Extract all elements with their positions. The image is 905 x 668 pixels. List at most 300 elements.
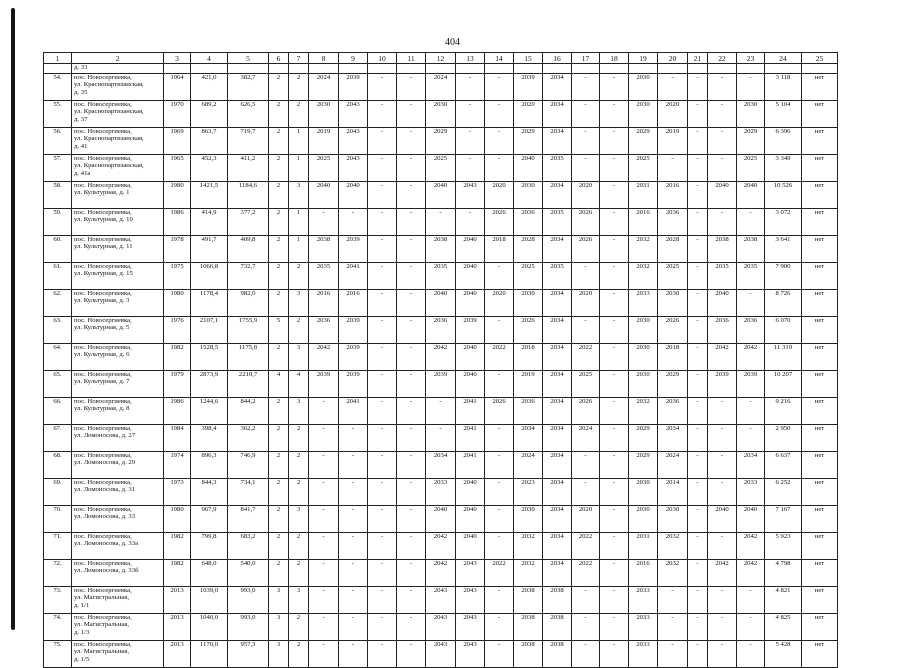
table-cell: 2 bbox=[269, 425, 289, 452]
cell-number: 59. bbox=[44, 209, 72, 236]
cell-number: 72. bbox=[44, 560, 72, 587]
table-cell: 2033 bbox=[629, 641, 658, 668]
table-cell: 1980 bbox=[164, 182, 191, 209]
column-header: 22 bbox=[708, 53, 737, 64]
table-cell: - bbox=[339, 533, 368, 560]
cell-number: 60. bbox=[44, 236, 72, 263]
table-cell: 2029 bbox=[737, 128, 765, 155]
table-cell: 1970 bbox=[164, 101, 191, 128]
address-line: ул. Ломоносова, д. 27 bbox=[74, 432, 136, 440]
table-cell: - bbox=[339, 641, 368, 668]
table-cell: 2026 bbox=[485, 398, 514, 425]
table-cell: 411,2 bbox=[228, 155, 269, 182]
table-cell: нет bbox=[802, 128, 838, 155]
binder-edge bbox=[11, 8, 15, 630]
table-cell: 2030 bbox=[309, 101, 339, 128]
table-cell: - bbox=[600, 290, 629, 317]
address-line: пос. Новосергиевка, bbox=[74, 263, 132, 270]
table-row bbox=[44, 236, 838, 263]
table-cell: - bbox=[688, 560, 708, 587]
table-cell: 6 252 bbox=[765, 479, 802, 506]
table-row bbox=[44, 128, 838, 155]
table-row bbox=[44, 290, 838, 317]
cell-address bbox=[72, 209, 164, 236]
table-cell: 421,0 bbox=[191, 74, 228, 101]
table-cell: 2016 bbox=[629, 209, 658, 236]
table-cell bbox=[658, 64, 688, 74]
table-cell: 2025 bbox=[658, 263, 688, 290]
table-cell: - bbox=[426, 425, 456, 452]
table-cell bbox=[600, 64, 629, 74]
table-cell: 2039 bbox=[339, 74, 368, 101]
table-cell: 2039 bbox=[339, 317, 368, 344]
table-cell: 1980 bbox=[164, 506, 191, 533]
table-cell: 2030 bbox=[629, 344, 658, 371]
table-cell: нет bbox=[802, 101, 838, 128]
address-line: ул. Ломоносова, д. 33 bbox=[74, 513, 136, 521]
table-cell: - bbox=[708, 128, 737, 155]
cell-number: 71. bbox=[44, 533, 72, 560]
table-cell: - bbox=[737, 74, 765, 101]
table-cell: 2041 bbox=[456, 452, 485, 479]
table-row bbox=[44, 155, 838, 182]
table-cell: - bbox=[600, 209, 629, 236]
table-cell: нет bbox=[802, 290, 838, 317]
table-cell: - bbox=[368, 371, 397, 398]
cell-address bbox=[72, 479, 164, 506]
cell-number: 61. bbox=[44, 263, 72, 290]
table-cell: - bbox=[368, 263, 397, 290]
table-cell: - bbox=[368, 344, 397, 371]
table-cell: 2038 bbox=[543, 641, 572, 668]
column-header: 13 bbox=[456, 53, 485, 64]
table-cell: 2019 bbox=[658, 128, 688, 155]
table-cell: 2043 bbox=[426, 641, 456, 668]
table-cell: - bbox=[485, 263, 514, 290]
table-cell: - bbox=[600, 236, 629, 263]
table-cell: - bbox=[572, 155, 600, 182]
table-cell: - bbox=[397, 317, 426, 344]
table-cell: 2039 bbox=[339, 371, 368, 398]
address-line: пос. Новосергиевка, bbox=[74, 155, 132, 162]
table-cell: - bbox=[339, 452, 368, 479]
table-cell: - bbox=[368, 533, 397, 560]
table-cell: - bbox=[456, 209, 485, 236]
table-cell: 1 bbox=[289, 128, 309, 155]
address-line: д. 37 bbox=[74, 115, 88, 123]
address-line: пос. Новосергиевка, bbox=[74, 128, 132, 135]
table-cell: 2042 bbox=[737, 344, 765, 371]
address-line: д. 1/5 bbox=[74, 655, 90, 663]
table-cell: 626,5 bbox=[228, 101, 269, 128]
table-cell: 2025 bbox=[737, 155, 765, 182]
table-cell: 2034 bbox=[543, 182, 572, 209]
table-cell: - bbox=[708, 398, 737, 425]
table-cell: 2040 bbox=[456, 479, 485, 506]
table-cell: 896,3 bbox=[191, 452, 228, 479]
table-row bbox=[44, 641, 838, 668]
table-cell: 2043 bbox=[339, 128, 368, 155]
table-cell: - bbox=[485, 155, 514, 182]
table-cell: 2 bbox=[269, 128, 289, 155]
table-cell: 2036 bbox=[426, 317, 456, 344]
table-cell: 2040 bbox=[737, 182, 765, 209]
table-cell: - bbox=[485, 533, 514, 560]
table-cell: 1976 bbox=[164, 317, 191, 344]
table-cell: - bbox=[572, 317, 600, 344]
table-cell: - bbox=[572, 74, 600, 101]
table-cell: - bbox=[368, 425, 397, 452]
table-cell: 2033 bbox=[426, 479, 456, 506]
table-cell: 3 bbox=[289, 398, 309, 425]
table-cell: - bbox=[688, 128, 708, 155]
table-cell: 2034 bbox=[543, 236, 572, 263]
table-cell: 2038 bbox=[543, 614, 572, 641]
table-cell: - bbox=[397, 587, 426, 614]
table-cell: - bbox=[485, 641, 514, 668]
table-cell: 2034 bbox=[543, 425, 572, 452]
table-cell bbox=[543, 64, 572, 74]
address-line: пос. Новосергиевка, bbox=[74, 479, 132, 486]
cell-number: 70. bbox=[44, 506, 72, 533]
table-cell: - bbox=[737, 398, 765, 425]
column-header: 12 bbox=[426, 53, 456, 64]
table-cell: нет bbox=[802, 398, 838, 425]
table-cell: - bbox=[397, 209, 426, 236]
table-cell: 2034 bbox=[658, 425, 688, 452]
table-cell: 2016 bbox=[658, 182, 688, 209]
table-cell: 2040 bbox=[456, 371, 485, 398]
table-cell: 2 bbox=[289, 101, 309, 128]
table-row bbox=[44, 452, 838, 479]
table-cell: - bbox=[688, 398, 708, 425]
table-row bbox=[44, 317, 838, 344]
table-cell: 540,0 bbox=[228, 560, 269, 587]
table-cell: 2034 bbox=[543, 371, 572, 398]
table-cell: 1980 bbox=[164, 290, 191, 317]
table-cell: 1973 bbox=[164, 479, 191, 506]
table-cell: нет bbox=[802, 587, 838, 614]
address-line: д. 41а bbox=[74, 169, 91, 177]
table-cell: 2039 bbox=[708, 371, 737, 398]
table-cell: 2022 bbox=[572, 560, 600, 587]
table-cell: нет bbox=[802, 614, 838, 641]
table-cell: 2026 bbox=[514, 317, 543, 344]
table-cell: 2039 bbox=[309, 371, 339, 398]
table-cell: - bbox=[309, 209, 339, 236]
table-cell: 3 072 bbox=[765, 209, 802, 236]
table-cell: 2034 bbox=[737, 452, 765, 479]
table-cell: 2032 bbox=[629, 398, 658, 425]
table-cell: 2034 bbox=[543, 101, 572, 128]
cell-address bbox=[72, 371, 164, 398]
table-cell: 2042 bbox=[426, 344, 456, 371]
table-cell: 5 923 bbox=[765, 533, 802, 560]
table-cell: - bbox=[397, 425, 426, 452]
column-header: 1 bbox=[44, 53, 72, 64]
address-line: пос. Новосергиевка, bbox=[74, 533, 132, 540]
table-cell: 2022 bbox=[485, 560, 514, 587]
table-cell: 6 396 bbox=[765, 128, 802, 155]
table-cell: 2 bbox=[269, 506, 289, 533]
table-cell: 4 821 bbox=[765, 587, 802, 614]
cell-number: 57. bbox=[44, 155, 72, 182]
table-cell: 993,0 bbox=[228, 614, 269, 641]
table-cell: нет bbox=[802, 209, 838, 236]
address-line: пос. Новосергиевка, bbox=[74, 506, 132, 513]
table-cell: 409,8 bbox=[228, 236, 269, 263]
table-cell: - bbox=[485, 317, 514, 344]
table-cell: - bbox=[600, 560, 629, 587]
table-cell: - bbox=[485, 587, 514, 614]
table-cell: - bbox=[737, 587, 765, 614]
table-cell: 2041 bbox=[456, 398, 485, 425]
column-header: 3 bbox=[164, 53, 191, 64]
cell-number: 66. bbox=[44, 398, 72, 425]
table-cell: - bbox=[309, 641, 339, 668]
cell-address bbox=[72, 506, 164, 533]
table-cell bbox=[737, 64, 765, 74]
cell-number: 75. bbox=[44, 641, 72, 668]
table-cell: 2039 bbox=[426, 371, 456, 398]
table-cell: 1986 bbox=[164, 209, 191, 236]
table-cell: 1170,0 bbox=[191, 641, 228, 668]
table-cell: 2032 bbox=[658, 560, 688, 587]
table-cell: 2040 bbox=[737, 506, 765, 533]
table-cell: нет bbox=[802, 155, 838, 182]
housing-register-table bbox=[43, 52, 838, 668]
table-cell: 6 637 bbox=[765, 452, 802, 479]
address-line: пос. Новосергиевка, bbox=[74, 560, 132, 567]
table-cell: 2029 bbox=[514, 128, 543, 155]
table-cell: - bbox=[456, 74, 485, 101]
table-cell: - bbox=[600, 344, 629, 371]
table-cell: 2025 bbox=[426, 155, 456, 182]
table-cell: - bbox=[397, 182, 426, 209]
table-cell: 2 bbox=[269, 479, 289, 506]
table-cell bbox=[368, 64, 397, 74]
table-cell: 2 bbox=[269, 263, 289, 290]
address-line: д. 1/1 bbox=[74, 601, 90, 609]
table-cell: 1 bbox=[289, 209, 309, 236]
table-cell: - bbox=[688, 209, 708, 236]
table-cell: 2016 bbox=[339, 290, 368, 317]
table-row bbox=[44, 587, 838, 614]
table-cell: 2040 bbox=[708, 290, 737, 317]
table-row bbox=[44, 425, 838, 452]
table-cell: 2034 bbox=[543, 533, 572, 560]
table-cell: 2 bbox=[289, 614, 309, 641]
table-cell: 11 319 bbox=[765, 344, 802, 371]
table-cell: 3 bbox=[289, 587, 309, 614]
table-cell: 2 bbox=[289, 641, 309, 668]
table-cell: 4 825 bbox=[765, 614, 802, 641]
table-cell: 2032 bbox=[514, 533, 543, 560]
table-row bbox=[44, 263, 838, 290]
cell-address bbox=[72, 452, 164, 479]
table-cell bbox=[164, 64, 191, 74]
cell-address bbox=[72, 641, 164, 668]
table-cell: - bbox=[708, 101, 737, 128]
table-cell: 844,2 bbox=[228, 398, 269, 425]
table-cell: 2025 bbox=[309, 155, 339, 182]
table-cell: - bbox=[485, 452, 514, 479]
table-cell: 491,7 bbox=[191, 236, 228, 263]
table-cell: 2034 bbox=[543, 344, 572, 371]
column-header: 4 bbox=[191, 53, 228, 64]
cell-address bbox=[72, 236, 164, 263]
table-cell: 2030 bbox=[629, 506, 658, 533]
table-cell: 2030 bbox=[658, 506, 688, 533]
cell-number: 67. bbox=[44, 425, 72, 452]
table-cell: - bbox=[708, 641, 737, 668]
table-cell: 2040 bbox=[426, 290, 456, 317]
address-line: ул. Культурная, д. 8 bbox=[74, 405, 130, 413]
table-row bbox=[44, 533, 838, 560]
table-cell: - bbox=[658, 74, 688, 101]
cell-number: 56. bbox=[44, 128, 72, 155]
table-cell: нет bbox=[802, 236, 838, 263]
table-cell: 2030 bbox=[658, 290, 688, 317]
address-line: пос. Новосергиевка, bbox=[74, 182, 132, 189]
table-cell: 2024 bbox=[514, 452, 543, 479]
column-header: 6 bbox=[269, 53, 289, 64]
table-cell: - bbox=[658, 641, 688, 668]
table-cell: - bbox=[688, 641, 708, 668]
table-row bbox=[44, 614, 838, 641]
table-cell: 3 bbox=[289, 290, 309, 317]
table-cell bbox=[456, 64, 485, 74]
table-cell: 2025 bbox=[514, 263, 543, 290]
table-cell: 2022 bbox=[572, 533, 600, 560]
column-header: 17 bbox=[572, 53, 600, 64]
table-cell: 2 bbox=[289, 317, 309, 344]
table-cell: 1969 bbox=[164, 128, 191, 155]
table-cell: 2043 bbox=[456, 560, 485, 587]
table-cell: 2 bbox=[289, 533, 309, 560]
cell-address bbox=[72, 290, 164, 317]
table-cell: - bbox=[688, 479, 708, 506]
table-cell: 2040 bbox=[456, 344, 485, 371]
table-cell: - bbox=[600, 533, 629, 560]
table-cell: 2039 bbox=[737, 371, 765, 398]
column-header: 25 bbox=[802, 53, 838, 64]
table-cell: 1965 bbox=[164, 155, 191, 182]
address-line: ул. Культурная, д. 5 bbox=[74, 324, 130, 332]
table-cell: 2024 bbox=[658, 452, 688, 479]
table-cell: - bbox=[688, 371, 708, 398]
table-cell: - bbox=[485, 101, 514, 128]
table-cell: - bbox=[600, 452, 629, 479]
table-cell: 2038 bbox=[708, 236, 737, 263]
table-cell: - bbox=[397, 290, 426, 317]
table-cell: нет bbox=[802, 641, 838, 668]
table-row bbox=[44, 101, 838, 128]
table-cell bbox=[802, 64, 838, 74]
table-cell: 398,4 bbox=[191, 425, 228, 452]
table-cell: 2018 bbox=[485, 236, 514, 263]
address-line: д. 41 bbox=[74, 142, 88, 150]
table-cell: 2036 bbox=[514, 209, 543, 236]
table-cell: 2 bbox=[269, 209, 289, 236]
address-line: ул. Ломоносова, д. 33б bbox=[74, 567, 139, 575]
address-line: ул. Ломоносова, д. 31 bbox=[74, 486, 136, 494]
table-cell bbox=[397, 64, 426, 74]
table-cell: - bbox=[309, 479, 339, 506]
table-cell: 2030 bbox=[514, 182, 543, 209]
table-cell bbox=[765, 64, 802, 74]
address-line: ул. Магистральная, bbox=[74, 621, 129, 629]
table-cell: 2043 bbox=[456, 614, 485, 641]
address-line: пос. Новосергиевка, bbox=[74, 425, 132, 432]
table-cell: - bbox=[688, 317, 708, 344]
table-cell: - bbox=[688, 344, 708, 371]
table-cell: - bbox=[397, 74, 426, 101]
table-cell: - bbox=[485, 425, 514, 452]
table-cell: - bbox=[708, 533, 737, 560]
table-cell: - bbox=[688, 506, 708, 533]
table-cell: 2020 bbox=[572, 506, 600, 533]
table-cell: 1040,0 bbox=[191, 614, 228, 641]
column-header: 15 bbox=[514, 53, 543, 64]
table-cell: нет bbox=[802, 317, 838, 344]
address-line: пос. Новосергиевка, bbox=[74, 641, 132, 648]
table-cell: - bbox=[600, 506, 629, 533]
table-cell: 4 bbox=[289, 371, 309, 398]
table-cell: 2043 bbox=[426, 587, 456, 614]
table-cell bbox=[629, 64, 658, 74]
cell-address bbox=[72, 614, 164, 641]
table-cell: 2030 bbox=[629, 74, 658, 101]
table-cell: 2 bbox=[269, 182, 289, 209]
table-cell: 2024 bbox=[572, 425, 600, 452]
table-cell: 2 950 bbox=[765, 425, 802, 452]
table-row bbox=[44, 479, 838, 506]
table-cell: 2 bbox=[269, 560, 289, 587]
table-cell: 2016 bbox=[629, 560, 658, 587]
table-cell: 967,9 bbox=[191, 506, 228, 533]
table-cell: - bbox=[600, 263, 629, 290]
table-cell: 2034 bbox=[543, 128, 572, 155]
table-cell: - bbox=[688, 587, 708, 614]
table-cell: 2029 bbox=[629, 128, 658, 155]
table-cell: 2 bbox=[289, 560, 309, 587]
address-line: ул. Магистральная, bbox=[74, 648, 129, 656]
address-line: ул. Краснопартизанская, bbox=[74, 135, 144, 143]
table-cell: 2033 bbox=[629, 614, 658, 641]
table-cell: - bbox=[368, 452, 397, 479]
table-cell: 2042 bbox=[737, 533, 765, 560]
table-cell bbox=[339, 64, 368, 74]
table-cell: нет bbox=[802, 479, 838, 506]
address-line: ул. Культурная, д. 6 bbox=[74, 351, 130, 359]
table-cell: - bbox=[309, 506, 339, 533]
table-cell: нет bbox=[802, 533, 838, 560]
table-cell: 2033 bbox=[629, 587, 658, 614]
table-cell: - bbox=[600, 398, 629, 425]
table-cell: 3 641 bbox=[765, 236, 802, 263]
table-cell: 2041 bbox=[339, 398, 368, 425]
table-cell: - bbox=[688, 74, 708, 101]
table-cell: 2030 bbox=[737, 101, 765, 128]
address-line: ул. Культурная, д. 15 bbox=[74, 270, 133, 278]
table-cell: 2043 bbox=[456, 182, 485, 209]
table-cell: 2038 bbox=[737, 236, 765, 263]
table-cell: 382,7 bbox=[228, 74, 269, 101]
table-cell bbox=[269, 64, 289, 74]
table-cell: - bbox=[368, 641, 397, 668]
table-cell: 4 798 bbox=[765, 560, 802, 587]
